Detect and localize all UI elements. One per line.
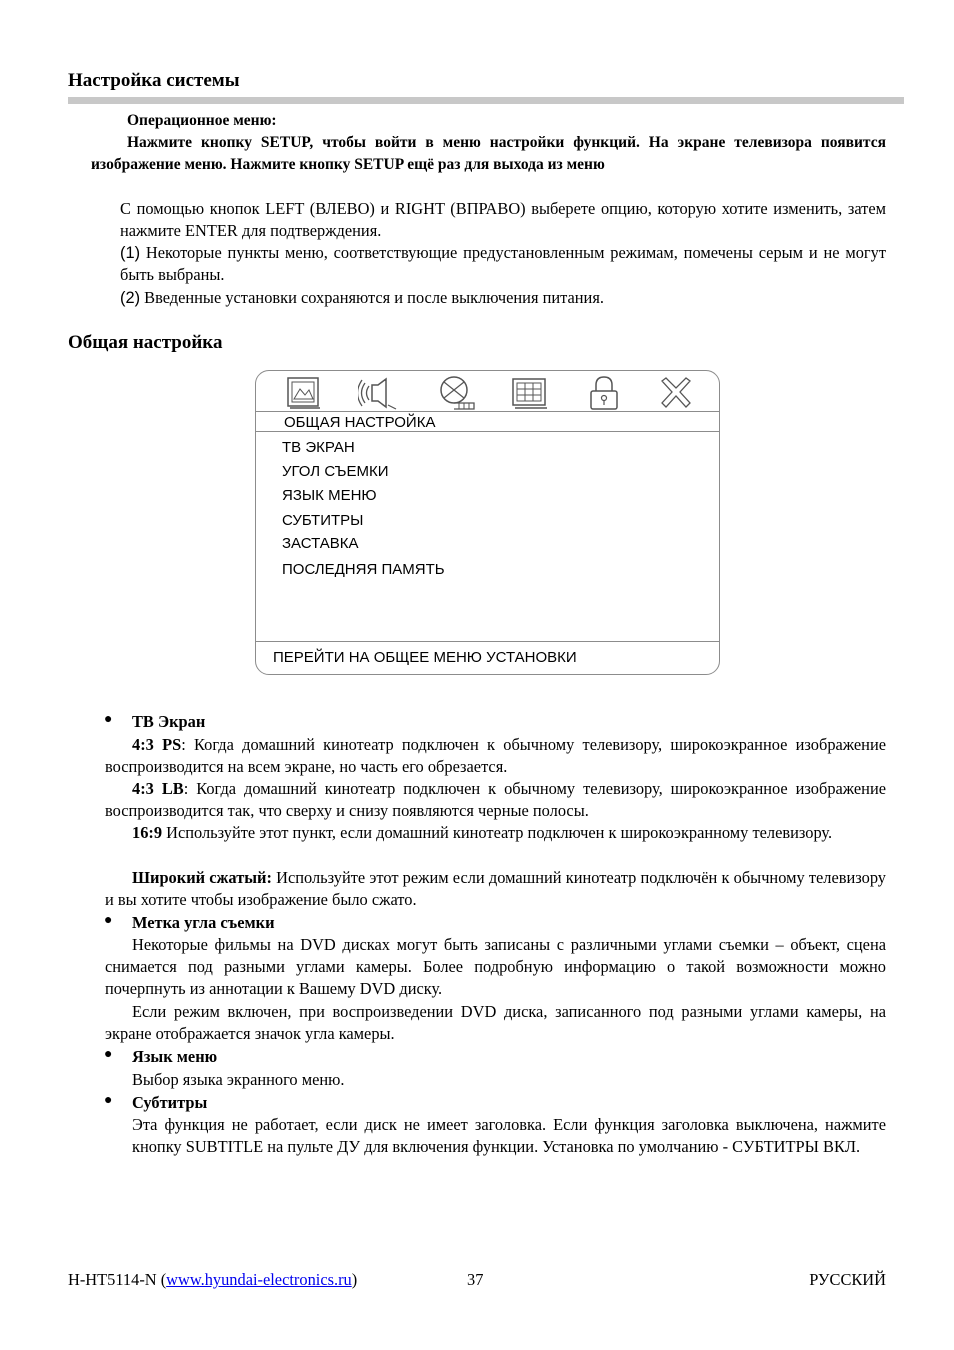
menu-language-heading: Язык меню <box>132 1047 218 1066</box>
password-lock-icon <box>584 375 624 411</box>
note-2-number: (2) <box>120 289 141 307</box>
nav-instructions: С помощью кнопок LEFT (ВЛЕВО) и RIGHT (ВПРАВО) выберете опцию, которую хотите изменить, затем нажмите ENTER для подтверждения. <box>120 199 886 240</box>
footer-close-paren: ) <box>351 1270 358 1289</box>
tv-ps-paragraph <box>105 734 886 778</box>
tv-squeeze-text: Используйте этот режим если домашний кинотеатр подключён к обычному телевизору и вы хотите чтобы изображение было сжато. <box>105 868 886 909</box>
general-setup-icon <box>284 375 324 411</box>
subtitles-heading: Субтитры <box>132 1093 208 1112</box>
tv-ps-label: 4:3 PS <box>132 735 182 754</box>
note-1-text: Некоторые пункты меню, соответствующие предустановленным режимам, помечены серым и не могут быть выбраны. <box>120 243 886 284</box>
tv-screen-heading: ТВ Экран <box>132 712 206 731</box>
audio-setup-icon <box>358 375 398 411</box>
tv-ps-text: : Когда домашний кинотеатр подключен к обычному телевизору, широкоэкранное изображение воспроизводится на всем экране, но часть его обрезается. <box>105 735 887 776</box>
section-title-system-setup: Настройка системы <box>68 70 240 91</box>
bullet-icon: ● <box>104 913 113 928</box>
preference-icon <box>510 375 550 411</box>
note-1-number: (1) <box>120 244 141 262</box>
osd-footer-hint: ПЕРЕЙТИ НА ОБЩЕЕ МЕНЮ УСТАНОВКИ <box>273 649 577 666</box>
osd-item-screensaver: ЗАСТАВКА <box>282 535 359 552</box>
bullet-icon: ● <box>104 1047 113 1062</box>
osd-divider-top <box>256 411 719 412</box>
footer-language: РУССКИЙ <box>809 1270 886 1289</box>
tv-wide-text: Используйте этот пункт, если домашний кинотеатр подключен к широкоэкранному телевизору. <box>162 823 833 842</box>
osd-item-menu-language: ЯЗЫК МЕНЮ <box>282 487 377 504</box>
osd-item-subtitles: СУБТИТРЫ <box>282 512 364 529</box>
op-menu-instructions: Нажмите кнопку SETUP, чтобы войти в меню настройки функций. На экране телевизора появится изображение меню. Нажмите кнопку SETUP ещё раз для выхода из меню <box>91 134 886 173</box>
osd-item-last-memory: ПОСЛЕДНЯЯ ПАМЯТЬ <box>282 561 445 578</box>
osd-item-tv-screen: ТВ ЭКРАН <box>282 439 355 456</box>
osd-menu-title: ОБЩАЯ НАСТРОЙКА <box>284 414 436 431</box>
tv-lb-text: : Когда домашний кинотеатр подключен к обычному телевизору, широкоэкранное изображение воспроизводится так, что сверху и снизу появляются черные полосы. <box>105 779 886 820</box>
footer-model <box>68 1270 357 1290</box>
angle-paragraph-2: Если режим включен, при воспроизведении DVD диска, записанного под разными углами камеры, на экране отображается значок угла камеры. <box>105 1002 886 1043</box>
section-title-general-setup: Общая настройка <box>68 332 223 353</box>
video-setup-icon <box>436 375 476 411</box>
osd-menu-screen <box>255 370 720 675</box>
tv-squeeze-label: Широкий сжатый: <box>132 868 272 887</box>
bullet-icon: ● <box>104 712 113 727</box>
osd-divider-bottom <box>256 641 719 642</box>
tv-wide-label: 16:9 <box>132 823 163 842</box>
osd-item-angle: УГОЛ СЪЕМКИ <box>282 463 389 480</box>
note-2 <box>120 287 886 309</box>
bullet-icon: ● <box>104 1093 113 1108</box>
angle-paragraph-1: Некоторые фильмы на DVD дисках могут быть записаны с различными углами съемки – объект, сцена снимается под разными углами камеры. Более подробную информацию о такой возможности можно почерпнуть из аннотации к Вашему DVD диску. <box>105 935 886 998</box>
tv-squeeze-paragraph <box>105 867 886 911</box>
note-2-text: Введенные установки сохраняются и после выключения питания. <box>140 288 604 307</box>
exit-icon <box>656 375 696 411</box>
angle-heading: Метка угла съемки <box>132 913 275 932</box>
note-1 <box>120 242 886 286</box>
tv-lb-paragraph <box>105 778 886 822</box>
footer-model-text: H-HT5114-N ( <box>68 1270 167 1289</box>
menu-language-text: Выбор языка экранного меню. <box>132 1070 345 1089</box>
op-menu-heading: Операционное меню: <box>127 112 277 129</box>
tv-lb-label: 4:3 LB <box>132 779 184 798</box>
osd-divider-title <box>256 431 719 432</box>
tv-wide-paragraph <box>105 822 886 844</box>
page-number: 37 <box>467 1270 484 1289</box>
subtitles-text: Эта функция не работает, если диск не имеет заголовка. Если функция заголовка выключена, нажмите кнопку SUBTITLE на пульте ДУ для включения функции. Установка по умолчанию - СУБТИТРЫ ВКЛ. <box>132 1115 886 1156</box>
footer-website-link[interactable]: www.hyundai-electronics.ru <box>166 1270 352 1289</box>
title-rule <box>68 97 904 104</box>
